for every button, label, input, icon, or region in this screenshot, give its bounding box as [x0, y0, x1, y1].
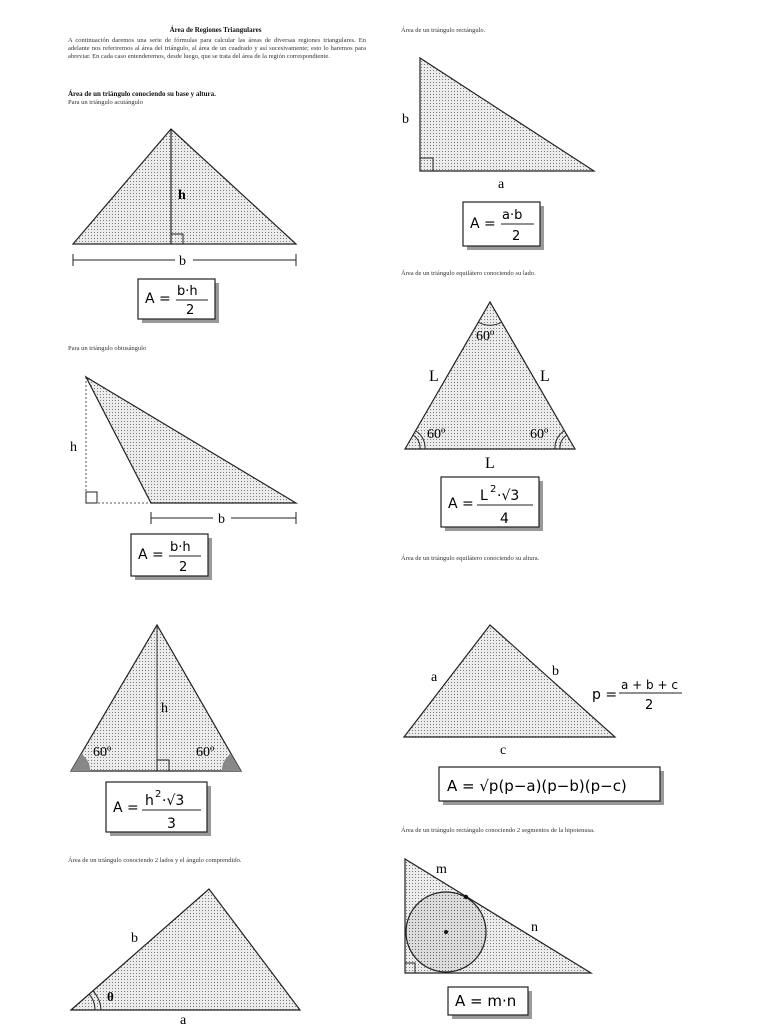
formula-root3: ·√3: [162, 793, 185, 809]
equilateral-side-figure: [405, 302, 575, 472]
formula-a-eq: A =: [448, 496, 474, 512]
formula-bh: b·h: [177, 284, 198, 299]
formula-three: 3: [167, 816, 176, 832]
formula-two: 2: [645, 698, 654, 713]
caption-equi-side: Área de un triángulo equilátero conociendo su lado.: [401, 270, 536, 277]
formula-two: 2: [512, 229, 521, 244]
label-h: h: [161, 701, 168, 716]
intro-paragraph: A continuación daremos una serie de fórmulas para calcular las áreas de diversas regiones triangulares. En adelante nos referiremos al área del triángulo, al área de un cuadrado y así sucesivamente; esto lo haremos para abreviar. En cada caso entenderemos, desde luego, que se trata del área de la región correspondiente.: [68, 37, 366, 60]
heron-triangle-figure: [404, 625, 618, 758]
formula-h-base: h: [145, 793, 154, 809]
semiperimeter-formula: [592, 678, 682, 713]
label-angle: 60º: [93, 745, 112, 760]
formula-box-equi-height: [106, 782, 211, 836]
formula-semi-num: a + b + c: [621, 678, 678, 692]
formula-two: 2: [179, 560, 188, 575]
acute-triangle-figure: [73, 129, 296, 269]
label-L: L: [485, 455, 495, 472]
two-sides-angle-figure: [71, 889, 300, 1024]
equilateral-height-figure: [71, 625, 241, 771]
formula-bh: b·h: [170, 540, 191, 555]
formula-box-acute: [138, 279, 219, 323]
label-a: a: [498, 177, 505, 192]
formula-ab: a·b: [502, 208, 523, 223]
formula-four: 4: [500, 511, 509, 527]
obtuse-triangle-figure: [70, 377, 296, 527]
label-b: b: [402, 112, 409, 127]
caption-right: Área de un triángulo rectángulo.: [401, 27, 486, 34]
label-a: a: [180, 1013, 187, 1024]
formula-box-equi-side: [441, 477, 543, 531]
formula-mn: A = m·n: [455, 992, 517, 1010]
label-h: h: [178, 188, 186, 203]
formula-a-eq: A =: [145, 291, 171, 307]
formula-box-hypotenuse: [448, 987, 532, 1019]
caption-hypotenuse: Área de un triángulo rectángulo conociendo 2 segmentos de la hipotenusa.: [401, 827, 595, 834]
caption-two-sides: Área de un triángulo conociendo 2 lados y el ángulo comprendido.: [68, 857, 242, 864]
label-angle: 60º: [476, 329, 495, 344]
formula-L-base: L: [480, 488, 488, 504]
label-angle: 60º: [427, 427, 446, 442]
label-theta: θ: [107, 989, 114, 1004]
formula-p-eq: p =: [592, 687, 618, 703]
label-L: L: [540, 368, 550, 385]
formula-box-heron: [439, 767, 664, 805]
caption-equi-height: Área de un triángulo equilátero conociendo su altura.: [401, 555, 540, 562]
formula-heron: A = √p(p−a)(p−b)(p−c): [447, 777, 627, 795]
label-b: b: [552, 664, 559, 679]
right-triangle-figure: [402, 58, 594, 192]
label-b: b: [218, 512, 225, 527]
label-a: a: [431, 670, 438, 685]
caption-acute: Para un triángulo acutángulo: [68, 99, 143, 106]
label-L: L: [429, 368, 439, 385]
formula-square: 2: [155, 789, 162, 800]
formula-box-right: [463, 202, 544, 250]
hypotenuse-figure: [405, 859, 591, 973]
page-title: Área de Regiones Triangulares: [169, 26, 262, 34]
formula-box-obtuse: [131, 534, 212, 580]
formula-a-eq: A =: [138, 547, 164, 563]
caption-obtuse: Para un triángulo obtusángulo: [68, 345, 147, 352]
label-h: h: [70, 440, 77, 455]
formula-a-eq: A =: [470, 216, 496, 232]
section-heading: Área de un triángulo conociendo su base y altura.: [68, 90, 216, 98]
label-angle: 60º: [530, 427, 549, 442]
label-b: b: [179, 254, 186, 269]
label-angle: 60º: [196, 745, 215, 760]
formula-a-eq: A =: [113, 800, 139, 816]
label-b: b: [131, 931, 138, 946]
label-c: c: [500, 743, 507, 758]
formula-root3: ·√3: [497, 488, 520, 504]
formula-square: 2: [490, 484, 497, 495]
label-m: m: [436, 862, 447, 877]
formula-two: 2: [186, 303, 195, 318]
label-n: n: [531, 920, 538, 935]
